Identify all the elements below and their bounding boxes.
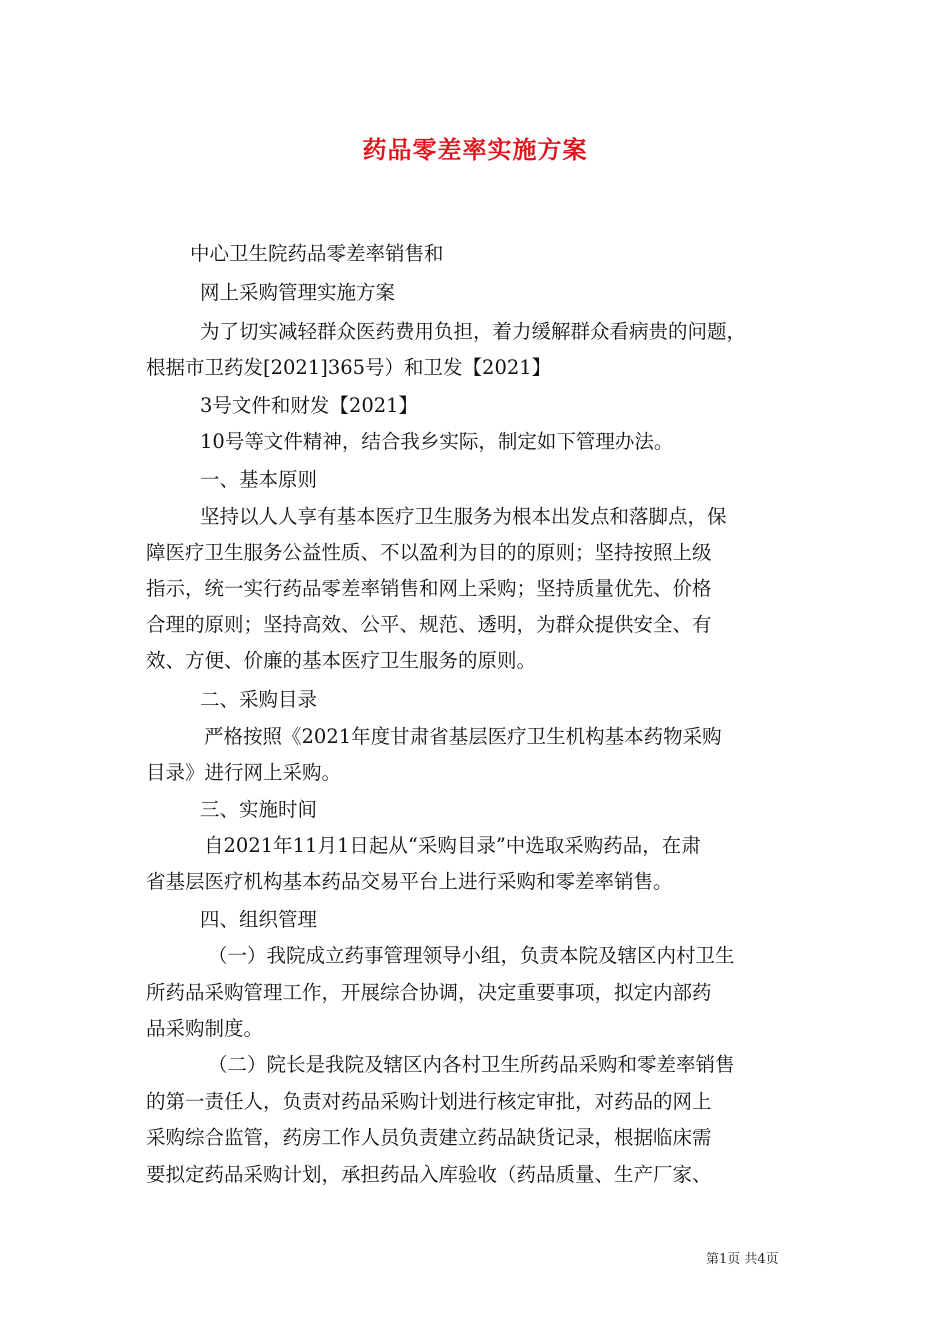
document-title: 药品零差率实施方案 (362, 135, 588, 164)
body-line: 严格按照《2021年度甘肃省基层医疗卫生机构基本药物采购 (204, 725, 722, 748)
body-line: （一）我院成立药事管理领导小组，负责本院及辖区内村卫生 (208, 944, 735, 967)
body-line: 网上采购管理实施方案 (200, 281, 396, 304)
body-line: 省基层医疗机构基本药品交易平台上进行采购和零差率销售。 (146, 870, 673, 893)
body-line: 效、方便、价廉的基本医疗卫生服务的原则。 (146, 649, 537, 672)
section-heading: 一、基本原则 (200, 468, 318, 491)
body-line: 采购综合监管，药房工作人员负责建立药品缺货记录，根据临床需 (146, 1126, 712, 1149)
section-heading: 三、实施时间 (200, 798, 318, 821)
section-heading: 二、采购目录 (200, 688, 318, 711)
page-number: 第1页 共4页 (706, 1252, 779, 1267)
body-line: 要拟定药品采购计划，承担药品入库验收（药品质量、生产厂家、 (146, 1163, 712, 1186)
body-line: 3号文件和财发【2021】 (200, 394, 419, 417)
body-line: 10号等文件精神，结合我乡实际，制定如下管理办法。 (200, 430, 674, 453)
body-line: （二）院长是我院及辖区内各村卫生所药品采购和零差率销售 (208, 1053, 735, 1076)
body-line: 指示，统一实行药品零差率销售和网上采购；坚持质量优先、价格 (146, 577, 712, 600)
body-line: 品采购制度。 (146, 1017, 264, 1040)
body-line: 自2021年11月1日起从“采购目录”中选取采购药品，在肃 (204, 834, 701, 857)
body-line: 目录》进行网上采购。 (146, 761, 342, 784)
body-line: 障医疗卫生服务公益性质、不以盈利为目的的原则；坚持按照上级 (146, 541, 712, 564)
body-line: 所药品采购管理工作，开展综合协调，决定重要事项，拟定内部药 (146, 981, 712, 1004)
body-line: 根据市卫药发[2021]365号）和卫发【2021】 (146, 356, 552, 379)
body-line: 的第一责任人，负责对药品采购计划进行核定审批，对药品的网上 (146, 1090, 712, 1113)
body-line: 为了切实减轻群众医药费用负担，着力缓解群众看病贵的问题， (200, 320, 747, 343)
section-heading: 四、组织管理 (200, 908, 318, 931)
body-line: 坚持以人人享有基本医疗卫生服务为根本出发点和落脚点，保 (200, 505, 727, 528)
body-line: 中心卫生院药品零差率销售和 (190, 242, 444, 265)
body-line: 合理的原则；坚持高效、公平、规范、透明，为群众提供安全、有 (146, 613, 712, 636)
